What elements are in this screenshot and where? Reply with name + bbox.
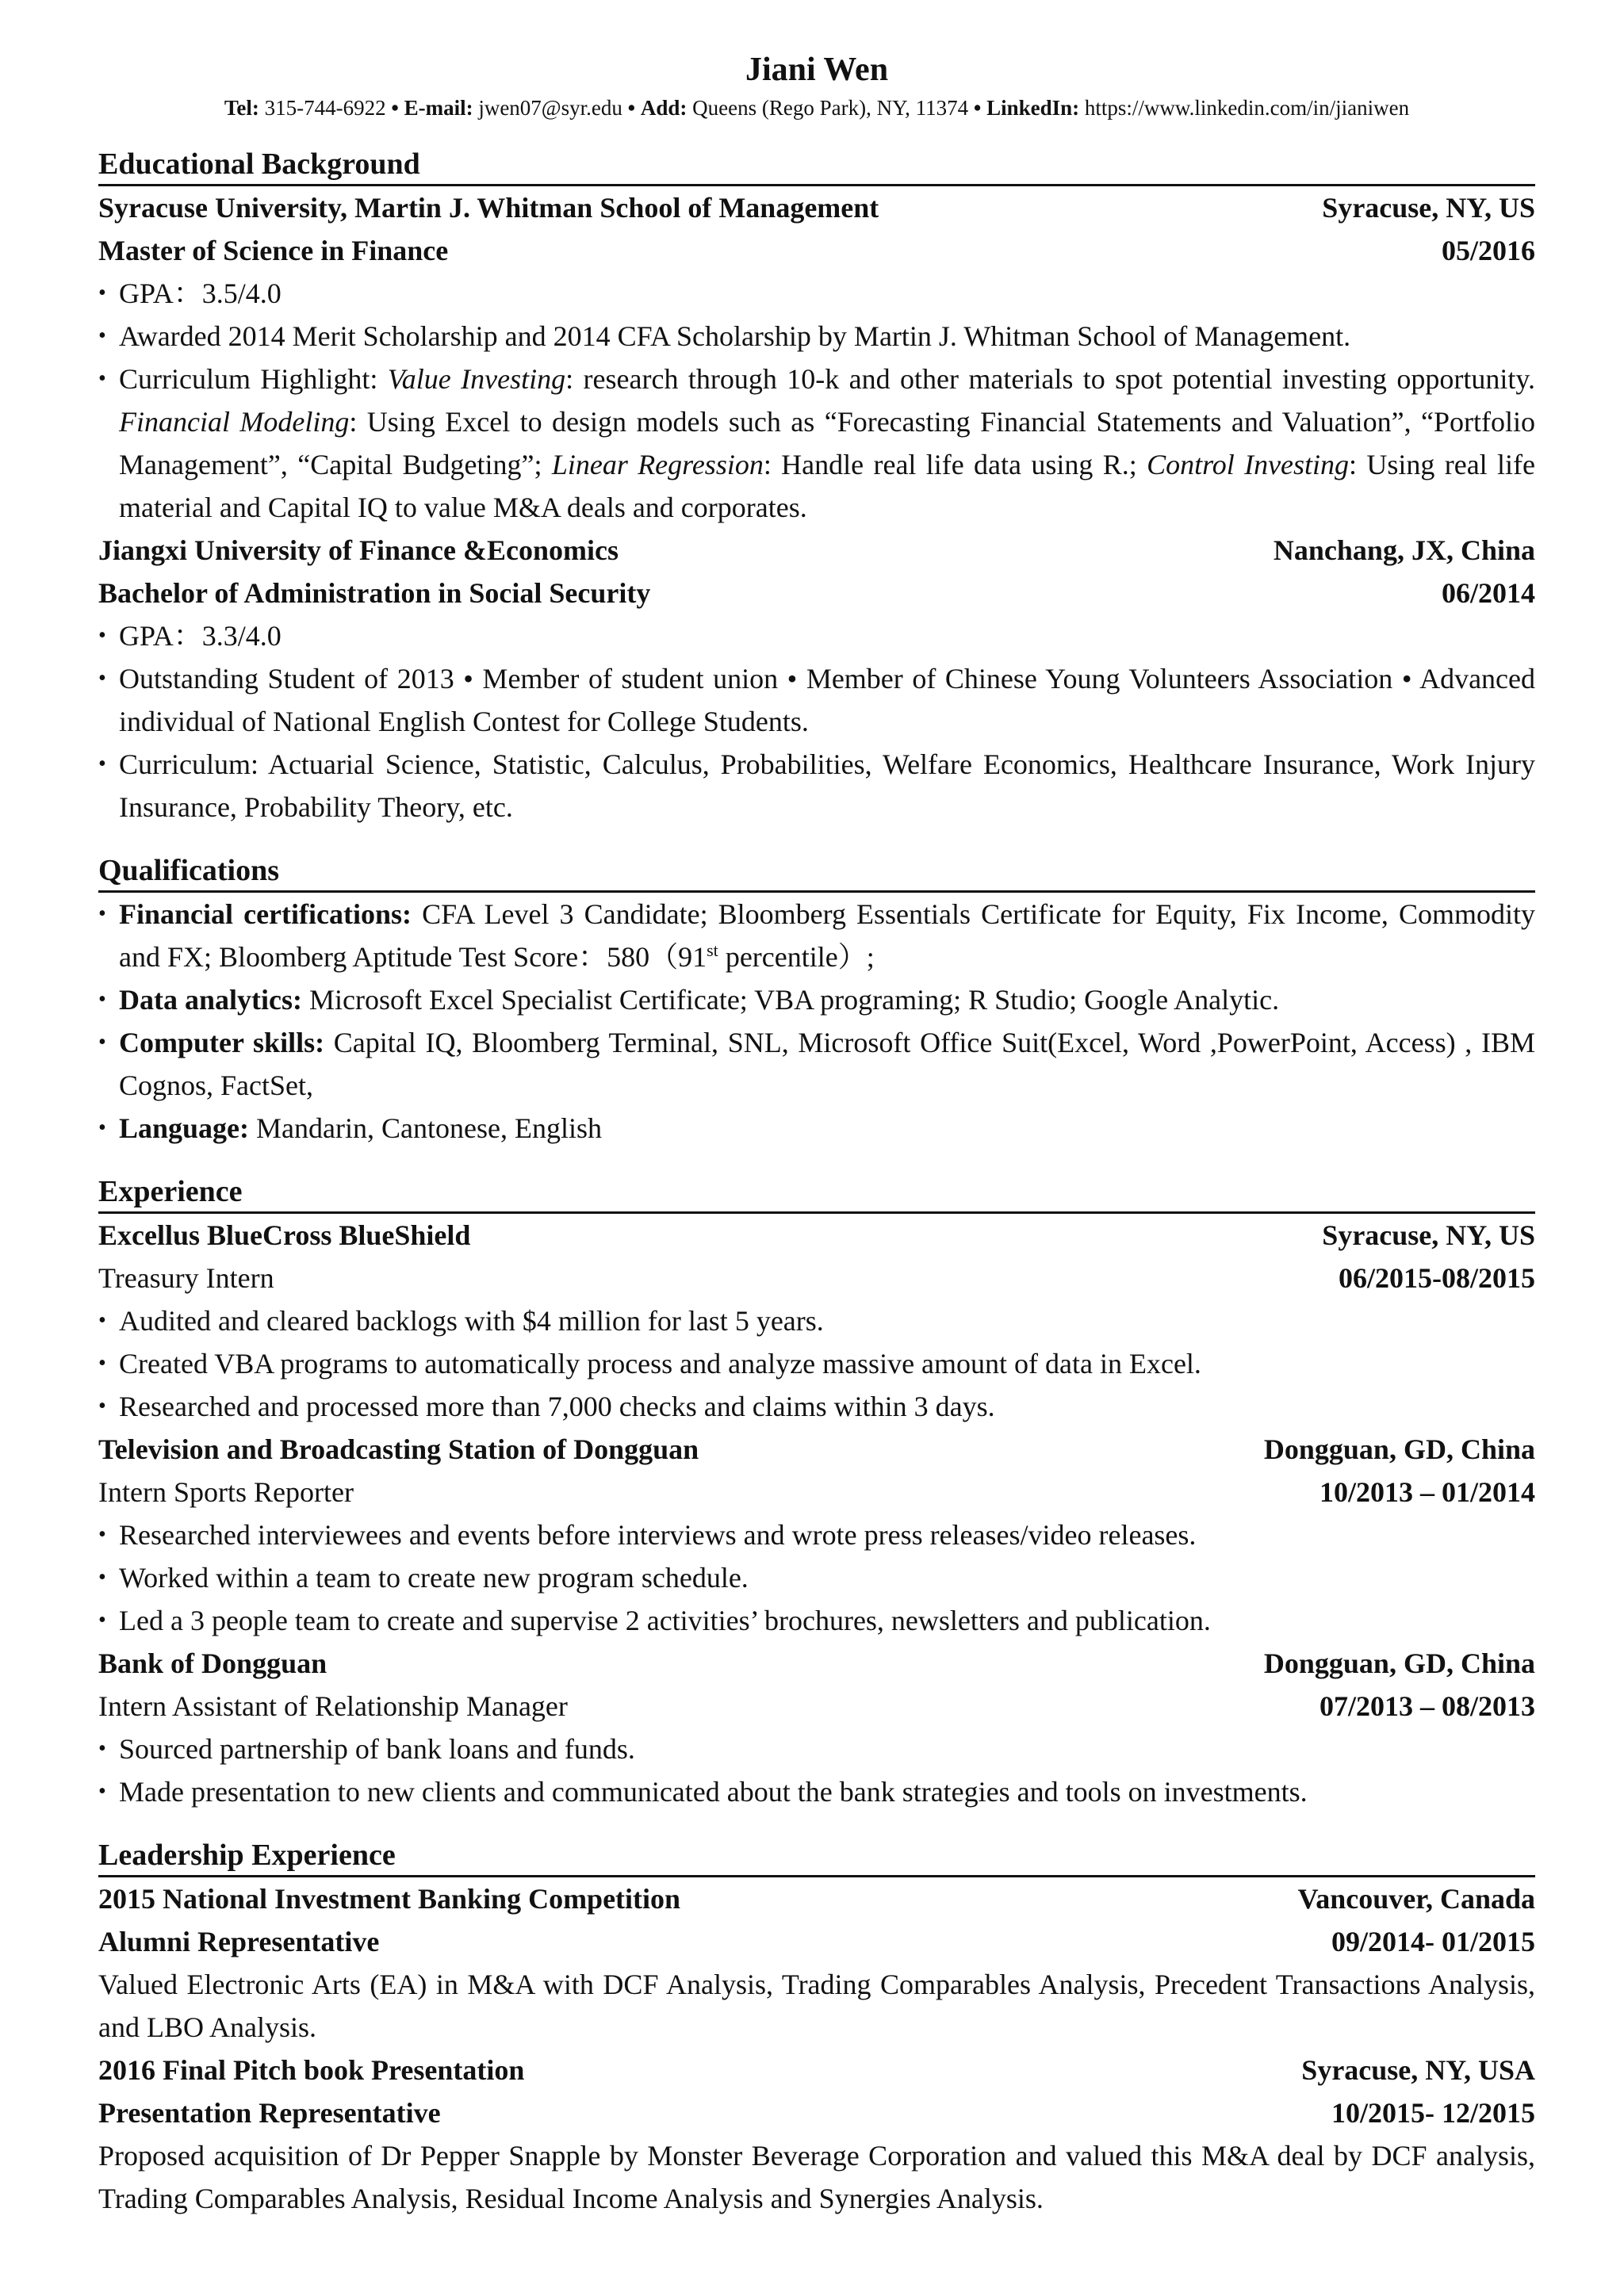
- bullet-icon: •: [98, 1308, 106, 1333]
- degree-date: 05/2016: [1441, 235, 1535, 266]
- org-name: Television and Broadcasting Station of Dongguan: [98, 1433, 699, 1465]
- role-date: 07/2013 – 08/2013: [1319, 1690, 1535, 1722]
- bullet-icon: •: [98, 901, 106, 926]
- bullet-icon: •: [98, 366, 106, 391]
- event-description: Proposed acquisition of Dr Pepper Snapple by Monster Beverage Corporation and valued this M&A deal by DCF analysis, Trading Comparables Analysis, Residual Income Analysis and Synergies Analysis.: [98, 2140, 1535, 2214]
- event-date: 09/2014- 01/2015: [1331, 1926, 1535, 1957]
- bullet-icon: •: [98, 1565, 106, 1590]
- email-label: E-mail:: [404, 96, 473, 120]
- bullet-item: [98, 358, 1535, 529]
- bullet-item: • Researched and processed more than 7,000 checks and claims within 3 days.: [98, 1385, 1535, 1428]
- linkedin-label: LinkedIn:: [986, 96, 1080, 120]
- tel-label: Tel:: [224, 96, 259, 120]
- role-row: [98, 1685, 1535, 1728]
- role-row: [98, 1257, 1535, 1299]
- school-row: [98, 529, 1535, 572]
- bullet-item: • Made presentation to new clients and communicated about the bank strategies and tools on investments.: [98, 1770, 1535, 1813]
- school-row: [98, 186, 1535, 229]
- bullet-icon: •: [98, 1030, 106, 1054]
- bullet-item: • Sourced partnership of bank loans and funds.: [98, 1728, 1535, 1770]
- bullet-item: • Curriculum: Actuarial Science, Statistic, Calculus, Probabilities, Welfare Economics, Healthcare Insurance, Work Injury Insurance, Probability Theory, etc.: [98, 743, 1535, 828]
- bullet-icon: •: [98, 1394, 106, 1418]
- bullet-icon: •: [98, 987, 106, 1012]
- event-role: Presentation Representative: [98, 2097, 441, 2129]
- email-value[interactable]: jwen07@syr.edu: [478, 96, 622, 120]
- bullet-item: • Financial certifications: CFA Level 3 Candidate; Bloomberg Essentials Certificate for Equity, Fix Income, Commodity and FX; Bloomberg Aptitude Test Score：580（91st percentile）;: [98, 893, 1535, 978]
- bullet-item: • Outstanding Student of 2013 • Member of student union • Member of Chinese Young Volunteers Association • Advanced individual of National English Contest for College Students.: [98, 657, 1535, 743]
- role-row: [98, 1471, 1535, 1513]
- address-value: Queens (Rego Park), NY, 11374: [692, 96, 969, 120]
- separator: •: [627, 96, 636, 120]
- candidate-name: Jiani Wen: [745, 52, 889, 88]
- org-name: Excellus BlueCross BlueShield: [98, 1219, 471, 1251]
- school-location: Syracuse, NY, US: [1322, 192, 1535, 224]
- org-location: Dongguan, GD, China: [1263, 1647, 1535, 1679]
- bullet-item: • Data analytics: Microsoft Excel Specialist Certificate; VBA programing; R Studio; Google Analytic.: [98, 978, 1535, 1021]
- bullet-icon: •: [98, 1115, 106, 1140]
- education-section: [98, 136, 1535, 828]
- degree-row: [98, 572, 1535, 614]
- org-row: [98, 1428, 1535, 1471]
- org-location: Dongguan, GD, China: [1263, 1433, 1535, 1465]
- bullet-icon: •: [98, 323, 106, 348]
- role-title: Intern Sports Reporter: [98, 1476, 354, 1508]
- event-role-row: [98, 1920, 1535, 1963]
- event-name: 2015 National Investment Banking Competition: [98, 1883, 681, 1915]
- bullet-icon: •: [98, 666, 106, 691]
- bullet-icon: •: [98, 1779, 106, 1804]
- event-description: Valued Electronic Arts (EA) in M&A with DCF Analysis, Trading Comparables Analysis, Precedent Transactions Analysis, and LBO Analysis.: [98, 1969, 1535, 2043]
- tel-value: 315-744-6922: [264, 96, 386, 120]
- event-location: Vancouver, Canada: [1297, 1883, 1535, 1915]
- bullet-item: • Researched interviewees and events before interviews and wrote press releases/video releases.: [98, 1513, 1535, 1556]
- section-title: Leadership Experience: [98, 1827, 1535, 1877]
- linkedin-link[interactable]: https://www.linkedin.com/in/jianiwen: [1084, 96, 1410, 120]
- event-date: 10/2015- 12/2015: [1331, 2097, 1535, 2129]
- bullet-item: • Computer skills: Capital IQ, Bloomberg Terminal, SNL, Microsoft Office Suit(Excel, Word ,PowerPoint, Access) , IBM Cognos, FactSet,: [98, 1021, 1535, 1107]
- bullet-item: • Created VBA programs to automatically process and analyze massive amount of data in Excel.: [98, 1342, 1535, 1385]
- section-title: Qualifications: [98, 843, 1535, 893]
- curriculum-highlight: Curriculum Highlight: Value Investing: research through 10-k and other materials to spot potential investing opportunity. Financial Modeling: Using Excel to design models such as “Forecasting Financial Statements and Valuation”, “Portfolio Management”, “Capital Budgeting”; Linear Regression: Handle real life data using R.; Control Investing: Using real life material and Capital IQ to value M&A deals and corporates.: [119, 363, 1535, 523]
- section-title: Educational Background: [98, 136, 1535, 186]
- bullet-icon: •: [98, 1608, 106, 1632]
- bullet-icon: •: [98, 1522, 106, 1547]
- bullet-item: • GPA：3.3/4.0: [98, 614, 1535, 657]
- bullet-item: • Language: Mandarin, Cantonese, English: [98, 1107, 1535, 1150]
- contact-line: [98, 94, 1535, 122]
- event-row: [98, 1877, 1535, 1920]
- resume-page: [98, 46, 1535, 2220]
- bullet-item: • Led a 3 people team to create and supervise 2 activities’ brochures, newsletters and publication.: [98, 1599, 1535, 1642]
- bullet-item: • Worked within a team to create new program schedule.: [98, 1556, 1535, 1599]
- event-role-row: [98, 2091, 1535, 2134]
- degree-name: Master of Science in Finance: [98, 235, 449, 266]
- event-location: Syracuse, NY, USA: [1301, 2054, 1535, 2086]
- degree-row: [98, 229, 1535, 272]
- school-name: Jiangxi University of Finance &Economics: [98, 534, 619, 566]
- event-name: 2016 Final Pitch book Presentation: [98, 2054, 525, 2086]
- experience-section: [98, 1164, 1535, 1813]
- bullet-icon: •: [98, 623, 106, 648]
- school-name: Syracuse University, Martin J. Whitman School of Management: [98, 192, 879, 224]
- degree-name: Bachelor of Administration in Social Security: [98, 577, 651, 609]
- bullet-icon: •: [98, 752, 106, 776]
- section-title: Experience: [98, 1164, 1535, 1214]
- leadership-section: [98, 1827, 1535, 2220]
- bullet-item: • GPA：3.5/4.0: [98, 272, 1535, 315]
- separator: •: [391, 96, 399, 120]
- role-date: 06/2015-08/2015: [1339, 1262, 1535, 1294]
- org-row: [98, 1642, 1535, 1685]
- role-title: Treasury Intern: [98, 1262, 274, 1294]
- event-role: Alumni Representative: [98, 1926, 380, 1957]
- event-row: [98, 2049, 1535, 2091]
- bullet-item: • Awarded 2014 Merit Scholarship and 2014 CFA Scholarship by Martin J. Whitman School of Management.: [98, 315, 1535, 358]
- address-label: Add:: [640, 96, 688, 120]
- org-row: [98, 1214, 1535, 1257]
- degree-date: 06/2014: [1441, 577, 1535, 609]
- bullet-item: • Audited and cleared backlogs with $4 million for last 5 years.: [98, 1299, 1535, 1342]
- role-title: Intern Assistant of Relationship Manager: [98, 1690, 568, 1722]
- org-name: Bank of Dongguan: [98, 1647, 327, 1679]
- qualifications-section: [98, 843, 1535, 1150]
- separator: •: [973, 96, 982, 120]
- school-location: Nanchang, JX, China: [1273, 534, 1535, 566]
- bullet-icon: •: [98, 281, 106, 305]
- bullet-icon: •: [98, 1736, 106, 1761]
- org-location: Syracuse, NY, US: [1322, 1219, 1535, 1251]
- bullet-icon: •: [98, 1351, 106, 1376]
- role-date: 10/2013 – 01/2014: [1319, 1476, 1535, 1508]
